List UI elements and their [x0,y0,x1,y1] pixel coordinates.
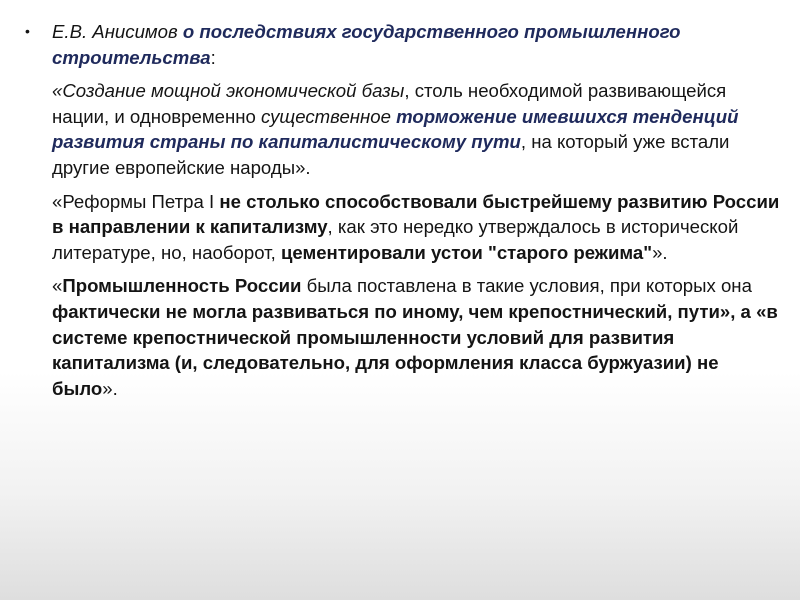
quote-text-end: , на который уже встали другие европейские народы». [52,131,730,178]
quote-close: ». [652,241,668,263]
quote-emphasis: торможение имевшихся тенденций развития страны по капиталистическому пути [52,105,739,153]
paragraph-anisimov-intro [25,19,782,70]
quote-bold-industry: Промышленность России [62,275,302,297]
paragraph-quote-economic-base [52,78,782,180]
quote-italic-lead: «Создание мощной экономической базы [52,80,405,102]
quote-bold-long: фактически не могла развиваться по иному, чем крепостнический, пути», а «в системе крепостнической промышленности условий для развития капитализма (и, следовательно, для оформления класса буржуазии) не было [52,300,778,399]
quote-bold: не столько способствовали быстрейшему развитию России в направлении к капитализму [52,190,780,238]
quote-text: «Реформы Петра I [52,190,220,212]
topic-phrase: о последствиях государственного промышленного строительства [52,21,681,68]
slide-text-block [25,19,782,409]
quote-close: ». [102,377,118,399]
quote-italic-word: существенное [261,105,397,127]
quote-bold-old-regime: цементировали устои "старого режима" [280,241,653,263]
quote-text-middle: , как это нередко утверждалось в исторической литературе, но, наоборот, [52,216,739,263]
colon: : [210,46,216,68]
quote-open: « [52,275,63,297]
quote-text: была поставлена в такие условия, при которых она [301,275,752,297]
bullet-point: • [25,23,30,39]
author-name: Е.В. Анисимов [52,21,183,42]
paragraph-quote-peter-reforms [52,189,782,266]
quote-text: , столь необходимой развивающейся нации, и одновременно [52,80,727,127]
paragraph-quote-industry [52,273,782,401]
